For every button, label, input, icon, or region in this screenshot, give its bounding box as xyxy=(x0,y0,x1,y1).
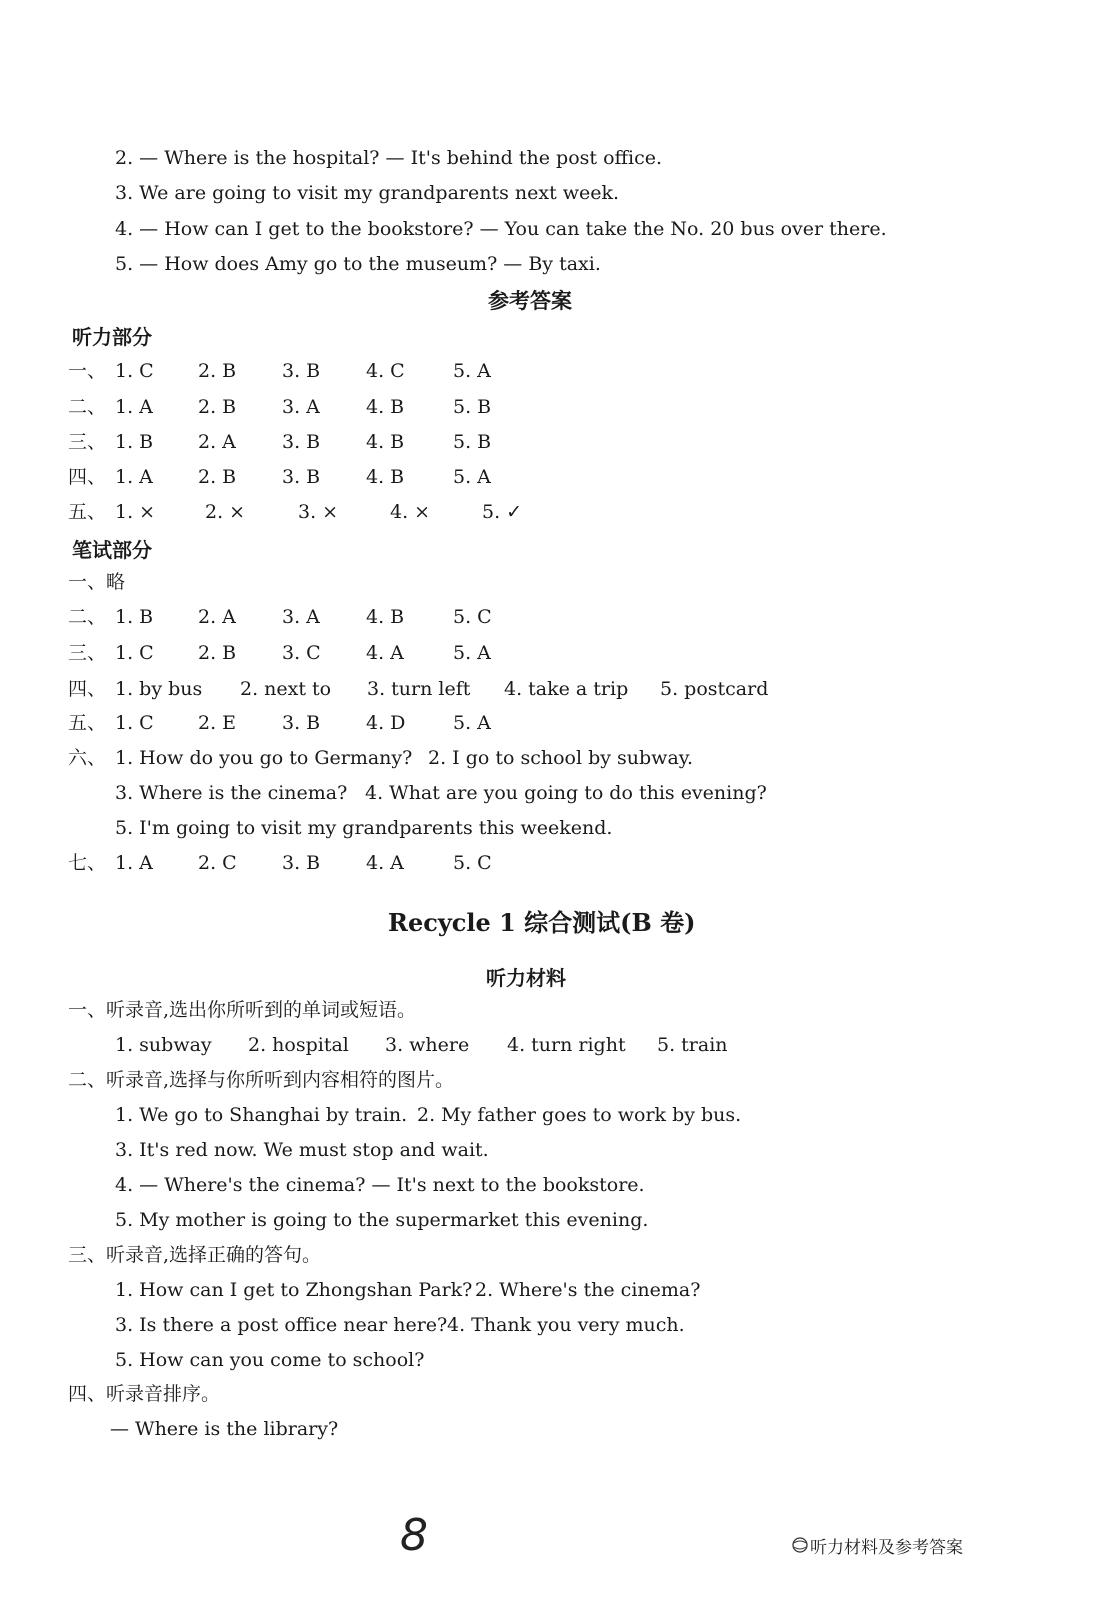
answer-item: 5. C xyxy=(453,852,492,874)
row-label: 三、 xyxy=(68,431,107,453)
material-q2-title: 二、听录音,选择与你所听到内容相符的图片。 xyxy=(68,1069,455,1091)
material-q1-items xyxy=(115,1032,815,1058)
sentence-item: 3. Is there a post office near here? xyxy=(115,1314,448,1336)
answer-item: 1. C xyxy=(115,712,154,734)
answer-item: 4. C xyxy=(366,360,405,382)
material-q2-line-2: 3. It's red now. We must stop and wait. xyxy=(115,1139,489,1161)
answer-item: 5. B xyxy=(453,396,492,418)
globe-icon xyxy=(792,1537,808,1553)
sentence-item: 2. My father goes to work by bus. xyxy=(417,1104,742,1126)
answer-item: 3. B xyxy=(282,712,321,734)
written-row-6-line-3: 5. I'm going to visit my grandparents this weekend. xyxy=(115,817,613,839)
row-label: 三、 xyxy=(68,642,107,664)
answer-item: 3. B xyxy=(282,360,321,382)
answer-item: 4. A xyxy=(366,852,404,874)
answer-item: 5. C xyxy=(453,606,492,628)
answer-item: 1. C xyxy=(115,642,154,664)
answer-item: 5. postcard xyxy=(660,678,769,700)
answer-item: 5. A xyxy=(453,466,491,488)
answer-item: 1. B xyxy=(115,606,154,628)
written-section-title: 笔试部分 xyxy=(72,538,152,562)
dialogue-line-3: 3. We are going to visit my grandparents next week. xyxy=(115,182,620,204)
listening-row-2 xyxy=(68,394,768,420)
dialogue-line-2: 2. — Where is the hospital? — It's behind the post office. xyxy=(115,147,663,169)
material-q3-line-2 xyxy=(115,1312,815,1338)
answer-item: 1. A xyxy=(115,852,153,874)
row-label: 五、 xyxy=(68,501,107,523)
material-q1-title: 一、听录音,选出你所听到的单词或短语。 xyxy=(68,999,417,1021)
written-row-3 xyxy=(68,640,768,666)
material-q3-line-3: 5. How can you come to school? xyxy=(115,1349,425,1371)
sentence-item: 2. Where's the cinema? xyxy=(475,1279,701,1301)
sentence-item: 4. Thank you very much. xyxy=(447,1314,685,1336)
answer-item: 2. B xyxy=(198,466,237,488)
listening-row-1 xyxy=(68,358,768,384)
dialogue-line-5: 5. — How does Amy go to the museum? — By taxi. xyxy=(115,253,601,275)
answer-item: 1. B xyxy=(115,431,154,453)
answer-item: 2. B xyxy=(198,360,237,382)
written-row-2 xyxy=(68,604,768,630)
answer-item: 3. A xyxy=(282,396,320,418)
written-row-7 xyxy=(68,850,868,876)
listening-row-3 xyxy=(68,429,768,455)
sentence-item: 1. How can I get to Zhongshan Park? xyxy=(115,1279,473,1301)
word-item: 2. hospital xyxy=(248,1034,349,1056)
written-row-5 xyxy=(68,710,868,736)
material-q3-line-1 xyxy=(115,1277,815,1303)
answer-item: 1. How do you go to Germany? xyxy=(115,747,413,769)
answer-item: 2. C xyxy=(198,852,237,874)
answer-item: 5. B xyxy=(453,431,492,453)
row-label: 五、 xyxy=(68,712,107,734)
written-row-4 xyxy=(68,676,868,702)
answer-item: 1. × xyxy=(115,501,156,523)
written-row-1: 一、略 xyxy=(68,571,126,593)
written-row-6 xyxy=(68,745,968,771)
answer-item: 4. D xyxy=(366,712,406,734)
material-q2-line-1 xyxy=(115,1102,815,1128)
answer-item: 4. B xyxy=(366,431,405,453)
answer-item: 3. C xyxy=(282,642,321,664)
answer-item: 2. E xyxy=(198,712,237,734)
row-label: 二、 xyxy=(68,396,107,418)
answer-item: 1. by bus xyxy=(115,678,203,700)
answer-item: 5. ✓ xyxy=(482,501,523,523)
answer-item: 4. take a trip xyxy=(504,678,629,700)
answer-item: 4. × xyxy=(390,501,431,523)
dialogue-line-4: 4. — How can I get to the bookstore? — You can take the No. 20 bus over there. xyxy=(115,218,887,240)
answer-item: 3. A xyxy=(282,606,320,628)
listening-row-4 xyxy=(68,464,768,490)
answer-item: 1. C xyxy=(115,360,154,382)
answer-item: 2. I go to school by subway. xyxy=(428,747,694,769)
answer-item: 2. A xyxy=(198,606,236,628)
material-q2-line-4: 5. My mother is going to the supermarket this evening. xyxy=(115,1209,649,1231)
answer-item: 3. B xyxy=(282,431,321,453)
material-q2-line-3: 4. — Where's the cinema? — It's next to the bookstore. xyxy=(115,1174,645,1196)
answer-item: 1. A xyxy=(115,466,153,488)
material-q4-line-1: — Where is the library? xyxy=(110,1418,339,1440)
answer-item: 5. A xyxy=(453,642,491,664)
answer-item: 4. What are you going to do this evening? xyxy=(365,782,767,804)
answer-item: 3. turn left xyxy=(367,678,471,700)
word-item: 1. subway xyxy=(115,1034,212,1056)
footer-label: 听力材料及参考答案 xyxy=(810,1538,963,1558)
answer-item: 4. A xyxy=(366,642,404,664)
word-item: 5. train xyxy=(657,1034,728,1056)
listening-section-title: 听力部分 xyxy=(72,325,152,349)
answers-title: 参考答案 xyxy=(488,288,572,313)
answer-item: 2. A xyxy=(198,431,236,453)
sentence-item: 1. We go to Shanghai by train. xyxy=(115,1104,408,1126)
written-row-6-line-2 xyxy=(115,780,915,806)
row-label: 四、 xyxy=(68,466,107,488)
answer-item: 3. Where is the cinema? xyxy=(115,782,348,804)
row-label: 六、 xyxy=(68,747,107,769)
answer-item: 3. × xyxy=(298,501,339,523)
answer-item: 3. B xyxy=(282,466,321,488)
listening-row-5 xyxy=(68,499,768,525)
answer-item: 4. B xyxy=(366,396,405,418)
answer-item: 2. × xyxy=(205,501,246,523)
row-label: 四、 xyxy=(68,678,107,700)
answer-item: 2. next to xyxy=(240,678,332,700)
listening-material-title: 听力材料 xyxy=(486,966,566,990)
answer-item: 3. B xyxy=(282,852,321,874)
answer-item: 5. A xyxy=(453,360,491,382)
answer-item: 4. B xyxy=(366,606,405,628)
answer-item: 2. B xyxy=(198,396,237,418)
word-item: 3. where xyxy=(385,1034,470,1056)
page-number: 8 xyxy=(400,1510,428,1561)
word-item: 4. turn right xyxy=(507,1034,626,1056)
answer-item: 5. A xyxy=(453,712,491,734)
row-label: 七、 xyxy=(68,852,107,874)
material-q3-title: 三、听录音,选择正确的答句。 xyxy=(68,1244,322,1266)
answer-item: 4. B xyxy=(366,466,405,488)
answer-item: 1. A xyxy=(115,396,153,418)
row-label: 二、 xyxy=(68,606,107,628)
material-q4-title: 四、听录音排序。 xyxy=(68,1383,221,1405)
answer-item: 2. B xyxy=(198,642,237,664)
row-label: 一、 xyxy=(68,360,107,382)
test-title: Recycle 1 综合测试(B 卷) xyxy=(388,908,696,937)
